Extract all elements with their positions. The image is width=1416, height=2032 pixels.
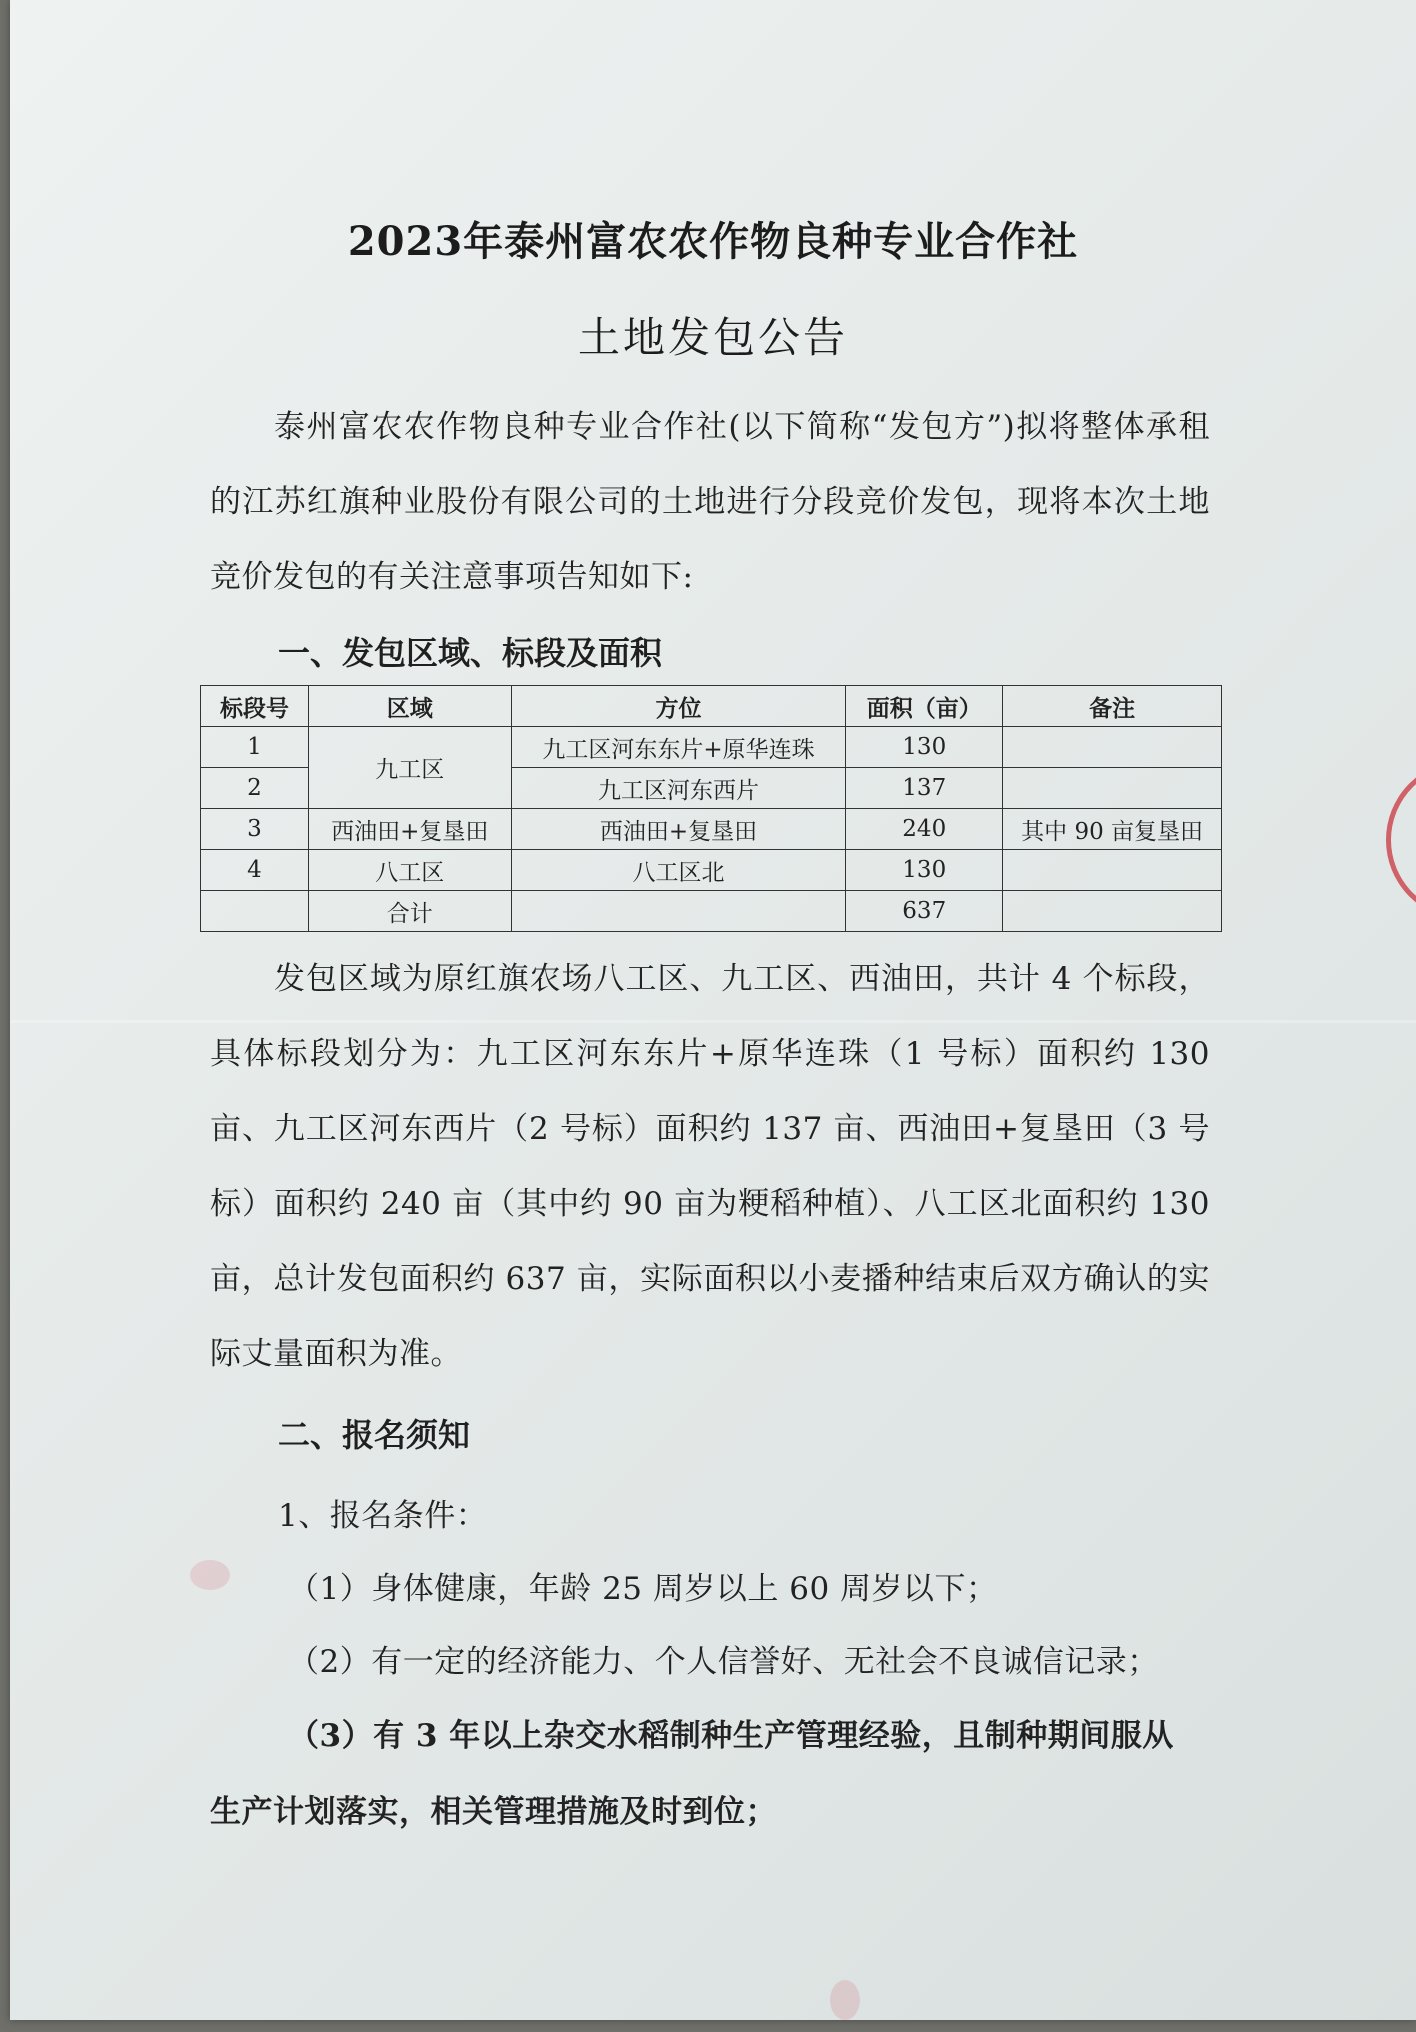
lot-note: 其中 90 亩复垦田: [1003, 809, 1222, 850]
header-cell: 标段号: [201, 686, 309, 727]
header-cell: 备注: [1003, 686, 1222, 727]
lot-number: 4: [201, 850, 309, 891]
lots-table: [200, 685, 1222, 932]
lot-number: 3: [201, 809, 309, 850]
table-row: [201, 727, 1222, 768]
red-seal-stamp: [1386, 760, 1416, 920]
lot-area: 九工区: [308, 727, 511, 809]
table-header-row: [201, 686, 1222, 727]
section1-body: 发包区域为原红旗农场八工区、九工区、西油田，共计 4 个标段，具体标段划分为：九工区河东东片+原华连珠（1 号标）面积约 130 亩、九工区河东西片（2 号标）面积约 137 亩、西油田+复垦田（3 号标）面积约 240 亩（其中约 90 亩为粳稻种植）、八工区北面积约 130 亩，总计发包面积约 637 亩，实际面积以小麦播种结束后双方确认的实际丈量面积为准。: [210, 961, 1210, 1372]
table-row: [201, 809, 1222, 850]
document-page: [10, 0, 1416, 2020]
lot-area: 八工区: [308, 850, 511, 891]
section2-heading: 二、报名须知: [278, 1416, 471, 1454]
lot-size: 240: [846, 809, 1003, 850]
lot-number: 1: [201, 727, 309, 768]
document-title: 2023年泰州富农农作物良种专业合作社: [347, 218, 1079, 265]
lot-note: [1003, 768, 1222, 809]
header-cell: 面积（亩）: [846, 686, 1003, 727]
total-label: 合计: [308, 891, 511, 932]
table-total-row: [201, 891, 1222, 932]
lot-location: 九工区河东西片: [511, 768, 846, 809]
condition-2: （2）有一定的经济能力、个人信誉好、无社会不良诚信记录；: [288, 1644, 1159, 1680]
lot-location: 八工区北: [511, 850, 846, 891]
lot-note: [1003, 850, 1222, 891]
lot-location: 西油田+复垦田: [511, 809, 846, 850]
lot-number: 2: [201, 768, 309, 809]
condition-3-continued: 生产计划落实，相关管理措施及时到位；: [210, 1794, 777, 1830]
empty-cell: [1003, 891, 1222, 932]
condition-1: （1）身体健康，年龄 25 周岁以上 60 周岁以下；: [288, 1571, 998, 1607]
red-smudge: [190, 1560, 230, 1590]
lot-size: 130: [846, 727, 1003, 768]
registration-conditions-label: 1、报名条件：: [278, 1498, 488, 1534]
red-smudge: [830, 1980, 860, 2020]
empty-cell: [511, 891, 846, 932]
lot-size: 137: [846, 768, 1003, 809]
intro-paragraph: 泰州富农农作物良种专业合作社(以下简称“发包方”)拟将整体承租的江苏红旗种业股份有限公司的土地进行分段竞价发包，现将本次土地竞价发包的有关注意事项告知如下:: [210, 409, 1210, 595]
document-subtitle: 土地发包公告: [577, 313, 848, 362]
lot-location: 九工区河东东片+原华连珠: [511, 727, 846, 768]
empty-cell: [201, 891, 309, 932]
section1-heading: 一、发包区域、标段及面积: [278, 634, 663, 672]
header-cell: 区域: [308, 686, 511, 727]
condition-3: （3）有 3 年以上杂交水稻制种生产管理经验，且制种期间服从: [288, 1718, 1174, 1754]
total-value: 637: [846, 891, 1003, 932]
header-cell: 方位: [511, 686, 846, 727]
lot-note: [1003, 727, 1222, 768]
table-row: [201, 850, 1222, 891]
lot-size: 130: [846, 850, 1003, 891]
lot-area: 西油田+复垦田: [308, 809, 511, 850]
